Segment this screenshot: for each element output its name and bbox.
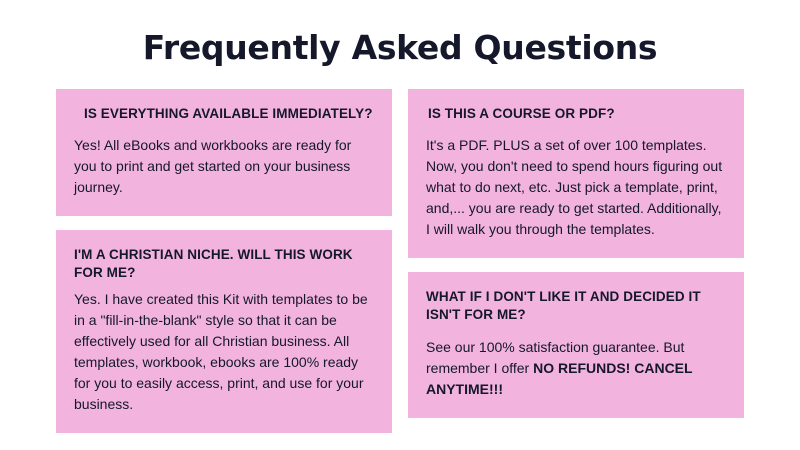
faq-card-christian-niche xyxy=(56,230,392,432)
faq-column-left xyxy=(56,89,392,433)
faq-answer xyxy=(426,337,726,400)
faq-column-right xyxy=(408,89,744,433)
faq-answer: Yes. I have created this Kit with templates to be in a "fill-in-the-blank" style so that it can be effectively used for all Christian business. All templates, workbook, ebooks are 100% ready for you to easily access, print, and use for your business. xyxy=(74,290,368,412)
faq-answer: It's a PDF. PLUS a set of over 100 templates. Now, you don't need to spend hours figuring out what to do next, etc. Just pick a template, print, and,... you are ready to get started. Additionally, I will walk you through the templates. xyxy=(426,137,723,238)
faq-card-availability xyxy=(56,89,392,216)
faq-question: WHAT IF I DON'T LIKE IT AND DECIDED IT ISN'T FOR ME? xyxy=(426,289,701,323)
page-title: Frequently Asked Questions xyxy=(142,28,658,67)
faq-question: IS THIS A COURSE OR PDF? xyxy=(428,106,615,121)
faq-question: IS EVERYTHING AVAILABLE IMMEDIATELY? xyxy=(84,106,373,121)
faq-card-refund-policy xyxy=(408,272,744,417)
faq-answer-text: See our 100% satisfaction guarantee. But remember I offer xyxy=(426,338,685,376)
faq-answer-emphasis: NO REFUNDS! CANCEL ANYTIME!!! xyxy=(426,359,693,397)
faq-answer: Yes! All eBooks and workbooks are ready for you to print and get started on your business journey. xyxy=(74,137,352,196)
faq-columns xyxy=(0,67,800,433)
faq-question: I'M A CHRISTIAN NICHE. WILL THIS WORK FOR ME? xyxy=(74,247,353,281)
faq-card-course-or-pdf xyxy=(408,89,744,258)
